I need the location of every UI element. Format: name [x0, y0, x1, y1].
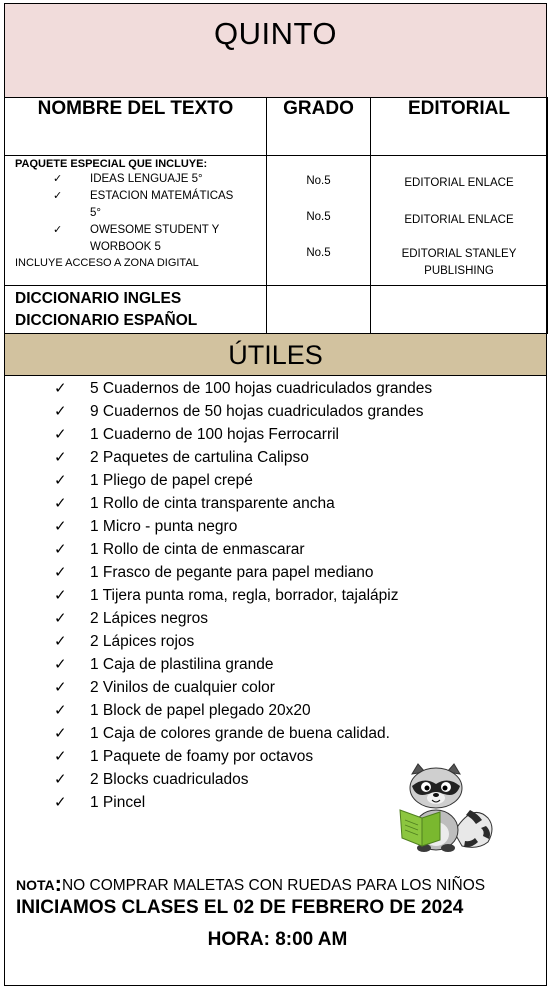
check-mark-icon: ✓	[54, 541, 67, 558]
check-mark-icon: ✓	[54, 794, 67, 811]
check-mark-icon: ✓	[53, 224, 63, 236]
editorial-value: PUBLISHING	[424, 265, 494, 277]
col-header-text-name: NOMBRE DEL TEXTO	[5, 98, 267, 156]
check-mark-icon: ✓	[54, 495, 67, 512]
list-item	[54, 538, 432, 561]
col-header-editorial: EDITORIAL	[371, 98, 548, 156]
editorial-value: EDITORIAL ENLACE	[404, 177, 514, 189]
list-item	[54, 607, 432, 630]
package-item-line: ESTACION MATEMÁTICAS	[90, 190, 234, 202]
supply-text: 1 Rollo de cinta transparente ancha	[90, 495, 335, 512]
list-item	[54, 492, 432, 515]
list-item	[54, 584, 432, 607]
list-item	[54, 791, 432, 814]
table-row	[5, 156, 548, 286]
supply-text: 9 Cuadernos de 50 hojas cuadriculados grandes	[90, 403, 424, 420]
list-item	[54, 676, 432, 699]
raccoon-head	[410, 764, 462, 808]
note-label: NOTA	[16, 877, 55, 893]
package-item-line: 5°	[90, 207, 101, 219]
supply-text: 1 Tijera punta roma, regla, borrador, tajalápiz	[90, 587, 399, 604]
grade-value: No.5	[306, 247, 331, 259]
raccoon-tail	[454, 810, 492, 847]
check-mark-icon: ✓	[54, 656, 67, 673]
supply-text: 1 Paquete de foamy por octavos	[90, 748, 314, 765]
books-table-header	[5, 98, 548, 156]
list-item	[54, 400, 432, 423]
grade-value: No.5	[306, 211, 331, 223]
supply-text: 2 Blocks cuadriculados	[90, 771, 249, 788]
books-table	[4, 97, 548, 334]
check-mark-icon: ✓	[54, 771, 67, 788]
empty-grade-cell	[267, 286, 371, 334]
check-mark-icon: ✓	[54, 633, 67, 650]
list-item	[54, 446, 432, 469]
supply-text: 2 Vinilos de cualquier color	[90, 679, 275, 696]
package-item	[15, 188, 266, 222]
list-item	[54, 630, 432, 653]
list-item	[54, 653, 432, 676]
empty-editorial-cell	[371, 286, 548, 334]
package-cell	[5, 156, 267, 286]
check-mark-icon: ✓	[54, 679, 67, 696]
package-title: PAQUETE ESPECIAL QUE INCLUYE:	[15, 158, 208, 170]
list-item	[54, 561, 432, 584]
grade-title: QUINTO	[214, 16, 337, 51]
grade-cell	[267, 156, 371, 286]
package-item	[15, 171, 266, 188]
package-item	[15, 222, 266, 256]
supply-text: 5 Cuadernos de 100 hojas cuadriculados grandes	[90, 380, 433, 397]
list-item	[54, 768, 432, 791]
check-mark-icon: ✓	[53, 173, 63, 185]
note-text: NO COMPRAR MALETAS CON RUEDAS PARA LOS NIÑOS	[61, 877, 486, 894]
supplies-list	[54, 377, 432, 814]
dictionary-item: DICCIONARIO ESPAÑOL	[15, 312, 198, 329]
supply-text: 1 Cuaderno de 100 hojas Ferrocarril	[90, 426, 339, 443]
supply-text: 2 Paquetes de cartulina Calipso	[90, 449, 309, 466]
check-mark-icon: ✓	[54, 587, 67, 604]
supply-text: 1 Frasco de pegante para papel mediano	[90, 564, 374, 581]
start-time-line: HORA: 8:00 AM	[207, 929, 348, 950]
package-item-line: WORBOOK 5	[90, 241, 161, 253]
check-mark-icon: ✓	[54, 472, 67, 489]
package-item-line: IDEAS LENGUAJE 5°	[90, 173, 203, 185]
check-mark-icon: ✓	[54, 610, 67, 627]
check-mark-icon: ✓	[54, 426, 67, 443]
note-colon: :	[54, 871, 62, 896]
raccoon-reading-book-icon	[392, 762, 498, 854]
check-mark-icon: ✓	[54, 380, 67, 397]
supply-text: 1 Micro - punta negro	[90, 518, 238, 535]
utiles-heading-bar	[4, 333, 547, 376]
check-mark-icon: ✓	[54, 725, 67, 742]
green-book-icon	[400, 810, 440, 846]
list-item	[54, 469, 432, 492]
dictionaries-cell	[5, 286, 267, 334]
check-mark-icon: ✓	[54, 518, 67, 535]
list-item	[54, 423, 432, 446]
check-mark-icon: ✓	[54, 449, 67, 466]
supply-text: 1 Block de papel plegado 20x20	[90, 702, 311, 719]
check-mark-icon: ✓	[54, 403, 67, 420]
check-mark-icon: ✓	[53, 190, 63, 202]
list-item	[54, 722, 432, 745]
list-item	[54, 515, 432, 538]
note-line	[16, 871, 485, 897]
dictionary-item: DICCIONARIO INGLES	[15, 290, 182, 307]
supply-text: 1 Pliego de papel crepé	[90, 472, 253, 489]
supply-text: 1 Caja de plastilina grande	[90, 656, 274, 673]
editorial-value: EDITORIAL STANLEY	[401, 248, 517, 260]
package-item-line: OWESOME STUDENT Y	[90, 224, 220, 236]
supply-text: 2 Lápices rojos	[90, 633, 195, 650]
grade-title-box	[4, 3, 547, 98]
package-note: INCLUYE ACCESO A ZONA DIGITAL	[15, 257, 199, 269]
supply-text: 2 Lápices negros	[90, 610, 209, 627]
check-mark-icon: ✓	[54, 564, 67, 581]
supply-text: 1 Caja de colores grande de buena calidad.	[90, 725, 390, 742]
list-item	[54, 699, 432, 722]
table-row	[5, 286, 548, 334]
grade-value: No.5	[306, 175, 331, 187]
list-item	[54, 745, 432, 768]
check-mark-icon: ✓	[54, 702, 67, 719]
utiles-title: ÚTILES	[228, 340, 323, 370]
start-date-line: INICIAMOS CLASES EL 02 DE FEBRERO DE 2024	[16, 897, 464, 918]
col-header-grade: GRADO	[267, 98, 371, 156]
editorial-cell	[371, 156, 548, 286]
list-item	[54, 377, 432, 400]
supply-text: 1 Pincel	[90, 794, 146, 811]
check-mark-icon: ✓	[54, 748, 67, 765]
supply-text: 1 Rollo de cinta de enmascarar	[90, 541, 305, 558]
editorial-value: EDITORIAL ENLACE	[404, 214, 514, 226]
